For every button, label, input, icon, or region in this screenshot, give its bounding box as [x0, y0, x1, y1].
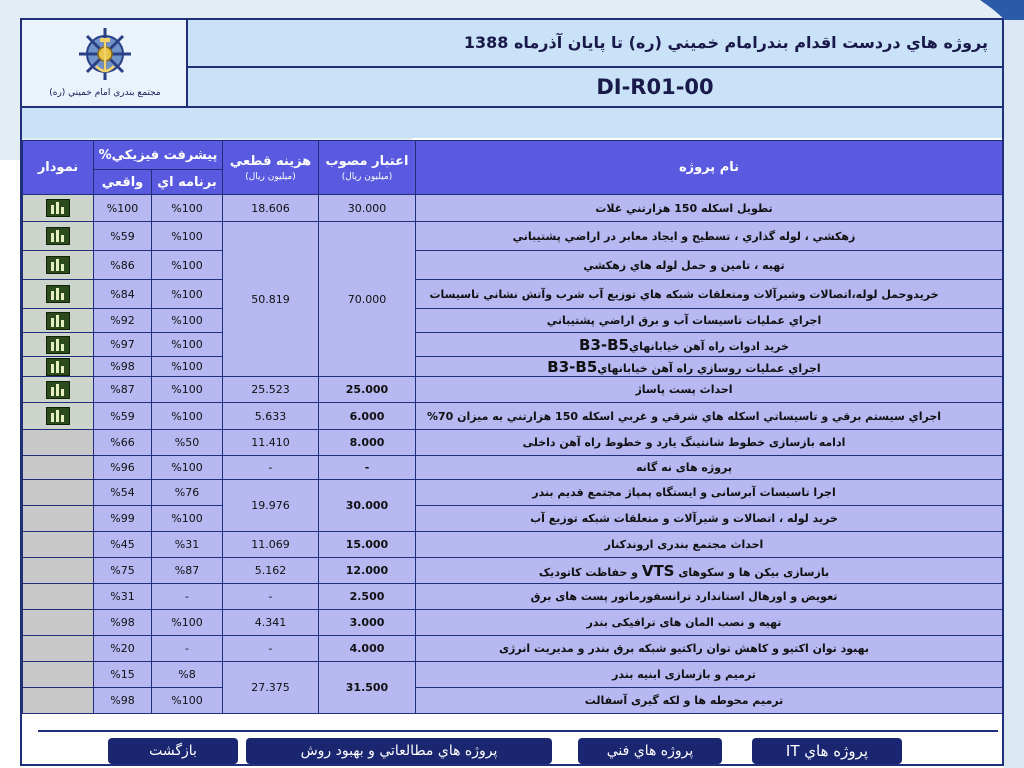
project-name [416, 558, 1003, 584]
project-name-text: اجراي عمليات روسازي راه آهن خيابانهاي [597, 361, 821, 375]
actual-cell: %87 [94, 377, 152, 403]
chart-icon[interactable] [46, 312, 70, 330]
cost-cell-merged: 27.375 [223, 662, 319, 714]
chart-cell [23, 357, 94, 377]
actual-cell: %59 [94, 403, 152, 430]
project-name: تهیه و نصب المان های ترافیکی بندر [416, 610, 1003, 636]
actual-cell: %86 [94, 251, 152, 280]
budget-cell: 2.500 [319, 584, 416, 610]
table-row [23, 456, 1003, 480]
chart-icon[interactable] [46, 256, 70, 274]
cost-header [223, 141, 319, 195]
table-row [23, 532, 1003, 558]
project-name: احداث پست پاساژ [416, 377, 1003, 403]
chart-cell [23, 251, 94, 280]
project-name: احداث مجتمع بندری اروندکنار [416, 532, 1003, 558]
project-name-text: خريد ادوات راه آهن خيابانهاي [629, 339, 789, 353]
cost-unit: (ميليون ريال) [245, 171, 296, 182]
actual-cell: %15 [94, 662, 152, 688]
cost-cell-merged: 19.976 [223, 480, 319, 532]
planned-cell: %100 [152, 377, 223, 403]
budget-cell: 15.000 [319, 532, 416, 558]
actual-header: واقعي [94, 170, 152, 195]
planned-cell: %100 [152, 195, 223, 222]
chart-icon[interactable] [46, 199, 70, 217]
planned-cell: %100 [152, 357, 223, 377]
cost-cell: 11.069 [223, 532, 319, 558]
chart-icon[interactable] [46, 227, 70, 245]
project-name: پروژه های نه گانه [416, 456, 1003, 480]
budget-cell: 4.000 [319, 636, 416, 662]
table-row [23, 480, 1003, 506]
budget-cell: 3.000 [319, 610, 416, 636]
chart-icon[interactable] [46, 336, 70, 354]
planned-cell: %87 [152, 558, 223, 584]
project-name: اجراي سيستم برقي و تاسيساتي اسكله هاي شرقي و غربي اسكله 150 هزارتني به ميزان 70% [416, 403, 1003, 430]
chart-icon[interactable] [46, 285, 70, 303]
project-name: اجراي عمليات تاسيسات آب و برق اراضي پشتيباني [416, 309, 1003, 333]
page-title: پروژه هاي دردست اقدام بندرامام خميني (ره) تا پايان آذرماه 1388 [188, 20, 1002, 68]
chart-cell [23, 506, 94, 532]
project-name-code: VTS [641, 561, 675, 580]
planned-cell: %100 [152, 506, 223, 532]
table-row [23, 430, 1003, 456]
actual-cell: %20 [94, 636, 152, 662]
chart-cell [23, 377, 94, 403]
planned-cell: %100 [152, 280, 223, 309]
planned-cell: - [152, 636, 223, 662]
planned-cell: %100 [152, 403, 223, 430]
table-row [23, 309, 1003, 333]
header [22, 20, 1002, 106]
table-row [23, 403, 1003, 430]
spacer-band [22, 108, 1002, 138]
table-row [23, 195, 1003, 222]
budget-cell: 6.000 [319, 403, 416, 430]
project-name: ادامه بازسازی خطوط شانتینگ یارد و خطوط راه آهن داخلی [416, 430, 1003, 456]
actual-cell: %98 [94, 610, 152, 636]
budget-header [319, 141, 416, 195]
table-row [23, 280, 1003, 309]
logo-anchor-icon [74, 24, 136, 86]
project-name [416, 357, 1003, 377]
cost-cell: 5.633 [223, 403, 319, 430]
planned-cell: %100 [152, 610, 223, 636]
chart-cell [23, 333, 94, 357]
planned-cell: %100 [152, 456, 223, 480]
table-row [23, 636, 1003, 662]
document-code: DI-R01-00 [596, 75, 714, 99]
actual-cell: %100 [94, 195, 152, 222]
chart-cell [23, 222, 94, 251]
planned-cell: %50 [152, 430, 223, 456]
project-name: خريدوحمل لوله،اتصالات وشيرآلات ومتعلقات شبكه هاي توزيع آب شرب وآتش نشاني تاسيسات [416, 280, 1003, 309]
chart-cell [23, 636, 94, 662]
chart-icon[interactable] [46, 407, 70, 425]
chart-cell [23, 403, 94, 430]
budget-cell-merged: 31.500 [319, 662, 416, 714]
chart-icon[interactable] [46, 358, 70, 376]
cost-cell: 4.341 [223, 610, 319, 636]
project-name: بهبود توان اکتیو و کاهش توان راکتیو شبکه برق بندر و مدیریت انرژی [416, 636, 1003, 662]
chart-cell [23, 280, 94, 309]
planned-cell: - [152, 584, 223, 610]
planned-cell: %100 [152, 222, 223, 251]
cost-header-label: هزينه قطعي [229, 153, 312, 169]
chart-cell [23, 610, 94, 636]
actual-cell: %59 [94, 222, 152, 251]
budget-cell-merged: 70.000 [319, 222, 416, 377]
progress-header: %پيشرفت فيزيكي [94, 141, 223, 170]
planned-header: برنامه اي [152, 170, 223, 195]
chart-cell [23, 309, 94, 333]
planned-cell: %8 [152, 662, 223, 688]
planned-cell: %100 [152, 333, 223, 357]
table-row [23, 222, 1003, 251]
name-header: نام پروژه [416, 141, 1003, 195]
planned-cell: %31 [152, 532, 223, 558]
chart-cell [23, 584, 94, 610]
cost-cell: 11.410 [223, 430, 319, 456]
cost-cell-merged: 50.819 [223, 222, 319, 377]
chart-cell [23, 195, 94, 222]
planned-cell: %100 [152, 688, 223, 714]
table-row [23, 506, 1003, 532]
it-projects-button[interactable]: پروژه هاي IT [752, 738, 902, 764]
actual-cell: %98 [94, 357, 152, 377]
project-name: تعویض و اورهال استاندارد ترانسفورماتور پست های برق [416, 584, 1003, 610]
project-name-text: بازسازی بیکن ها و سکوهای [678, 565, 830, 579]
project-name [416, 333, 1003, 357]
table-row [23, 662, 1003, 688]
cost-cell: - [223, 584, 319, 610]
actual-cell: %99 [94, 506, 152, 532]
actual-cell: %92 [94, 309, 152, 333]
actual-cell: %45 [94, 532, 152, 558]
chart-icon[interactable] [46, 381, 70, 399]
budget-cell: 25.000 [319, 377, 416, 403]
cost-cell: 25.523 [223, 377, 319, 403]
chart-cell [23, 532, 94, 558]
table-row [23, 377, 1003, 403]
project-name: ترمیم و بازسازی ابنیه بندر [416, 662, 1003, 688]
logo-box [22, 20, 188, 106]
cost-cell: 18.606 [223, 195, 319, 222]
chart-cell [23, 662, 94, 688]
budget-cell-merged: 30.000 [319, 480, 416, 532]
project-name: تطويل اسكله 150 هزارتني غلات [416, 195, 1003, 222]
actual-cell: %98 [94, 688, 152, 714]
table-row [23, 558, 1003, 584]
planned-cell: %76 [152, 480, 223, 506]
budget-unit: (ميليون ريال) [341, 171, 393, 182]
studies-projects-button[interactable]: پروژه هاي مطالعاتي و بهبود روش [246, 738, 552, 764]
budget-cell: 30.000 [319, 195, 416, 222]
chart-cell [23, 688, 94, 714]
cost-cell: - [223, 636, 319, 662]
chart-header: نمودار [23, 141, 94, 195]
table-row [23, 584, 1003, 610]
budget-cell: - [319, 456, 416, 480]
budget-cell: 8.000 [319, 430, 416, 456]
cost-cell: - [223, 456, 319, 480]
chart-cell [23, 558, 94, 584]
table-row [23, 251, 1003, 280]
project-name: خرید لوله ، اتصالات و شیرآلات و متعلقات شبکه توزیع آب [416, 506, 1003, 532]
technical-projects-button[interactable]: پروژه هاي فني [578, 738, 722, 764]
chart-cell [23, 456, 94, 480]
chart-cell [23, 430, 94, 456]
budget-cell: 12.000 [319, 558, 416, 584]
back-button[interactable]: بازگشت [108, 738, 238, 764]
actual-cell: %66 [94, 430, 152, 456]
actual-cell: %96 [94, 456, 152, 480]
logo-caption: مجتمع بندري امام خميني (ره) [49, 88, 161, 98]
planned-cell: %100 [152, 309, 223, 333]
actual-cell: %54 [94, 480, 152, 506]
project-name: زهكشي ، لوله گذاري ، تسطيح و ايجاد معابر در اراضي پشتيباني [416, 222, 1003, 251]
projects-table [22, 140, 1003, 714]
project-name: ترمیم محوطه ها و لکه گیری آسفالت [416, 688, 1003, 714]
cost-cell: 5.162 [223, 558, 319, 584]
project-name: اجرا تاسیسات آبرسانی و ایستگاه پمپاژ مجتمع قدیم بندر [416, 480, 1003, 506]
chart-cell [23, 480, 94, 506]
table-row [23, 610, 1003, 636]
project-name-code: B3-B5 [547, 357, 598, 376]
actual-cell: %84 [94, 280, 152, 309]
project-name-code: B3-B5 [579, 335, 629, 354]
table-row [23, 688, 1003, 714]
footer-divider [38, 730, 998, 732]
actual-cell: %97 [94, 333, 152, 357]
budget-header-label: اعتبار مصوب [325, 153, 409, 169]
table-row [23, 333, 1003, 357]
planned-cell: %100 [152, 251, 223, 280]
actual-cell: %75 [94, 558, 152, 584]
project-name-tail: و حفاظت کاتودیک [538, 565, 638, 579]
project-name: تهيه ، تامين و حمل لوله هاي زهكشي [416, 251, 1003, 280]
table-row [23, 357, 1003, 377]
actual-cell: %31 [94, 584, 152, 610]
